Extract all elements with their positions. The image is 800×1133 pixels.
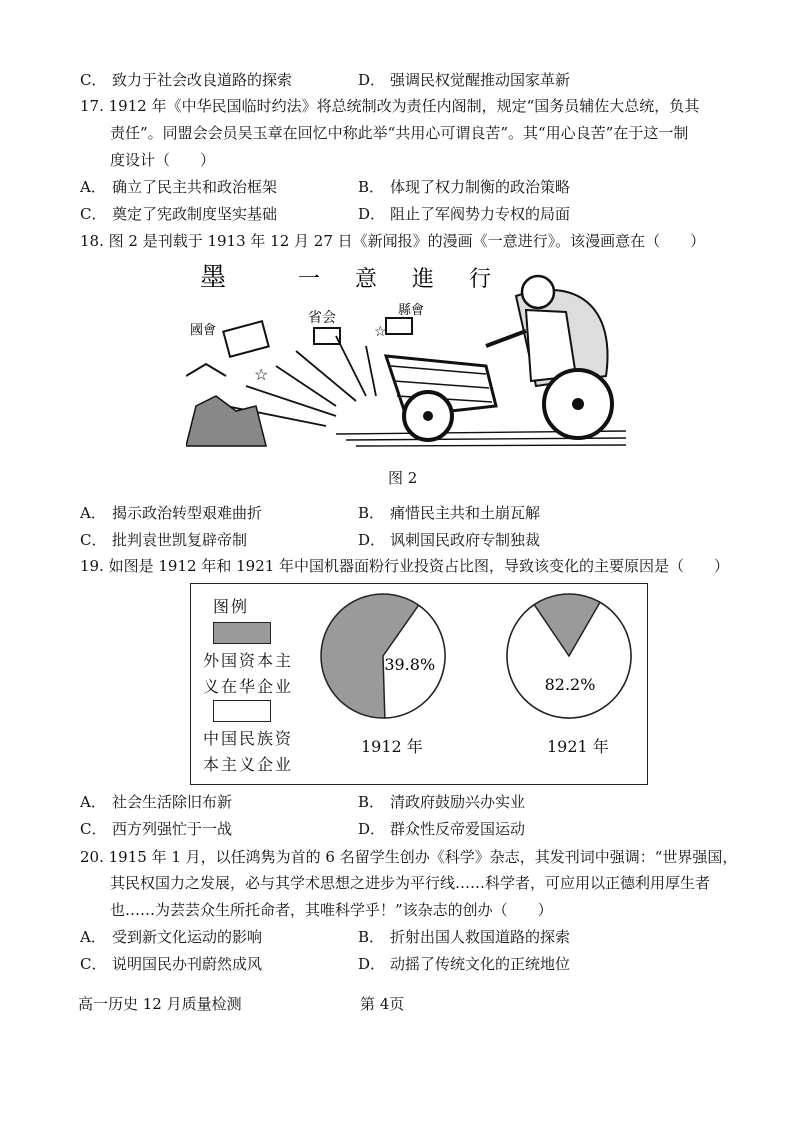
q19-stem: 19. 如图是 1912 年和 1921 年中国机器面粉行业投资占比图，导致该变化的主要原因是（ ） [80,557,730,575]
pie-label-1921: 1921 年 [547,737,609,756]
footer-title: 高一历史 12 月质量检测 [78,995,242,1013]
q18-option-c: C． 批判袁世凯复辟帝制 [80,531,248,549]
q20-option-d: D． 动摇了传统文化的正统地位 [358,955,571,973]
q17-option-b: B． 体现了权力制衡的政治策略 [358,178,571,196]
q20-stem-1: 20. 1915 年 1 月，以任鸿隽为首的 6 名留学生创办《科学》杂志，其发刊词中强调：“世界强国， [80,848,738,866]
q17-option-c: C． 奠定了宪政制度坚实基础 [80,205,278,223]
legend-label-foreign-line2: 义在华企业 [203,677,294,696]
q18-option-a: A． 揭示政治转型艰难曲折 [80,504,263,522]
q18-option-b: B． 痛惜民主共和土崩瓦解 [358,504,541,522]
cartoon-star-icon: ☆ [374,324,387,340]
cartoon-star-icon: ☆ [254,365,269,384]
cartoon-front-hub [423,411,433,421]
legend-title: 图例 [213,597,250,616]
cartoon-seal-icon: 墨 [200,263,227,293]
q17-option-d: D． 阻止了军阀势力专权的局面 [358,205,571,223]
page-number: 第 4页 [360,995,405,1013]
q16-option-d: D． 强调民权觉醒推动国家革新 [358,71,571,89]
pie-value-label: 82.2% [544,674,596,694]
q18-stem: 18. 图 2 是刊载于 1913 年 12 月 27 日《新闻报》的漫画《一意进行》。该漫画意在（ ） [80,232,706,250]
pie-chart-figure [190,583,648,785]
cartoon-box-national [223,321,268,356]
pie-value-label: 39.8% [384,654,436,674]
q19-option-b: B． 清政府鼓励兴办实业 [358,793,526,811]
cartoon-image [186,256,636,456]
legend-label-national-line2: 本主义企业 [203,755,294,774]
q20-option-c: C． 说明国民办刊蔚然成风 [80,955,263,973]
q17-stem-1: 17. 1912 年《中华民国临时约法》将总统制改为责任内阁制，规定“国务员辅佐大总统，负其 [80,97,700,115]
legend-label-foreign-line1: 外国资本主 [203,651,294,670]
pie-label-1912: 1912 年 [361,737,423,756]
cartoon-title: 一 意 進 行 [298,267,505,292]
q19-option-d: D． 群众性反帝爱国运动 [358,820,526,838]
cartoon-box-county [386,318,412,334]
q20-option-b: B． 折射出国人救国道路的探索 [358,928,571,946]
cartoon-label-county: 縣會 [398,303,425,318]
q19-option-c: C． 西方列强忙于一战 [80,820,233,838]
q17-stem-2: 责任”。同盟会会员吴玉章在回忆中称此举“共用心可谓良苦”。其“用心良苦”在于这一制 [110,124,689,142]
cartoon-roof [186,364,226,376]
cartoon-label-provincial: 省会 [308,310,336,326]
q18-option-d: D． 讽刺国民政府专制独裁 [358,531,541,549]
figure-caption: 图 2 [388,469,418,487]
q19-option-a: A． 社会生活除旧布新 [80,793,233,811]
cartoon-driver-head [522,276,554,308]
q20-stem-3: 也……为芸芸众生所托命者，其唯科学乎！”该杂志的创办（ ） [110,901,553,919]
cartoon-label-national: 國會 [190,323,217,338]
legend-label-national-line1: 中国民族资 [203,729,294,748]
q20-option-a: A． 受到新文化运动的影响 [80,928,263,946]
cartoon-building [186,396,266,446]
cartoon-rear-hub [572,398,584,410]
cartoon-steering [486,331,526,346]
q17-option-a: A． 确立了民主共和政治框架 [80,178,278,196]
q16-option-c: C． 致力于社会改良道路的探索 [80,71,293,89]
q20-stem-2: 其民权国力之发展，必与其学术思想之进步为平行线……科学者，可应用以正德利用厚生者 [110,874,711,892]
q17-stem-3: 度设计（ ） [110,151,216,169]
